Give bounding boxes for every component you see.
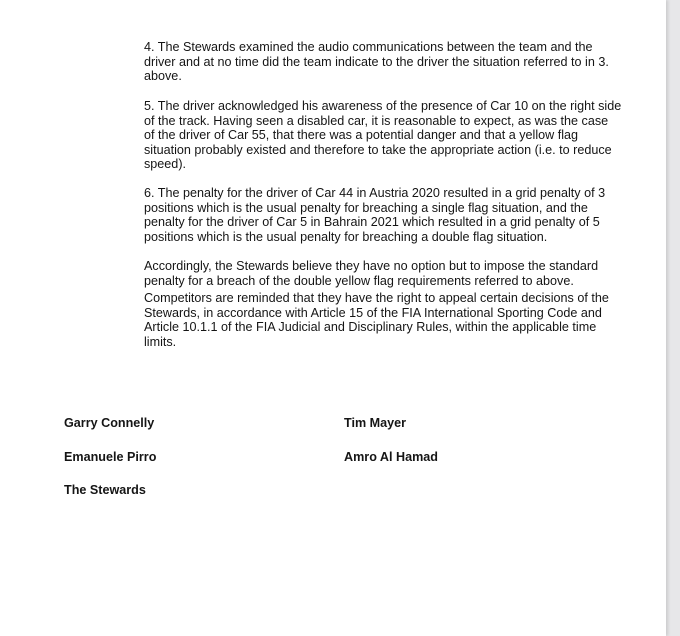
paragraph-5: 5. The driver acknowledged his awareness of the presence of Car 10 on the right side of the track. Having seen a disabled car, it is reasonable to expect, as was the case of the driver of Car 55, that there was a potential danger and that a yellow flag situation probably existed and therefore to take the appropriate action (i.e. to reduce speed). [144,99,622,172]
paragraph-4: 4. The Stewards examined the audio communications between the team and the driver and at no time did the team indicate to the driver the situation referred to in 3. above. [144,40,609,84]
signatory-tim-mayer: Tim Mayer [344,416,407,430]
stewards-footer: The Stewards [64,483,146,497]
paragraph-6: 6. The penalty for the driver of Car 44 in Austria 2020 resulted in a grid penalty of 3 positions which is the usual penalty for breaching a single flag situation, and the penalty for the driver of Car 5 in Bahrain 2021 which resulted in a grid penalty of 5 positions which is the usual penalty for breaching a double flag situation. [144,186,606,244]
signatory-amro-al-hamad: Amro Al Hamad [344,450,439,464]
signatory-emanuele-pirro: Emanuele Pirro [64,450,157,464]
paragraph-appeal-notice: Competitors are reminded that they have the right to appeal certain decisions of the Stewards, in accordance with Article 15 of the FIA International Sporting Code and Article 10.1.1 of the FIA Judicial and Disciplinary Rules, within the applicable time limits. [144,291,609,349]
signatory-garry-connelly: Garry Connelly [64,416,155,430]
paragraph-accordingly: Accordingly, the Stewards believe they have no option but to impose the standard penalty for a breach of the double yellow flag requirements referred to above. [144,259,599,288]
